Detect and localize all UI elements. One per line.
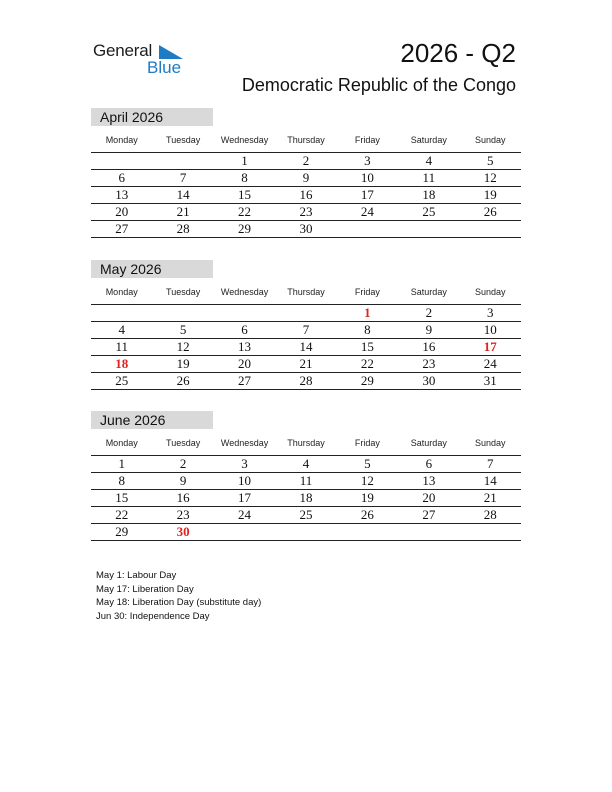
day-cell: 8 [364, 322, 371, 337]
day-cell: 24 [238, 507, 252, 522]
day-cell: 31 [483, 373, 497, 388]
week-row [91, 373, 521, 390]
logo-blue-text: Blue [147, 58, 182, 77]
day-cell [275, 524, 336, 540]
day-cell: 11 [115, 339, 128, 354]
day-cell: 29 [238, 221, 252, 236]
day-cell: 20 [422, 490, 436, 505]
weekday-header [91, 436, 521, 456]
day-cell: 9 [302, 170, 310, 185]
holiday-notes [96, 569, 261, 623]
day-cell: 14 [483, 473, 497, 488]
week-row [91, 170, 521, 187]
day-cell: 16 [299, 187, 313, 202]
day-cell: 6 [118, 170, 125, 185]
day-cell: 16 [422, 339, 436, 354]
day-cell: 20 [238, 356, 252, 371]
day-cell: 5 [364, 456, 371, 471]
week-row [91, 305, 521, 322]
day-cell [460, 221, 521, 237]
day-cell [214, 524, 275, 540]
day-cell: 6 [425, 456, 433, 471]
day-cell: 29 [360, 373, 374, 388]
day-cell: 26 [483, 204, 497, 219]
day-cell [398, 524, 459, 540]
day-cell: 26 [360, 507, 374, 522]
weekday-label: Sunday [474, 287, 506, 297]
day-cell: 12 [176, 339, 190, 354]
week-row [91, 490, 521, 507]
day-cell: 18 [299, 490, 313, 505]
day-cell: 12 [483, 170, 497, 185]
holiday-day-cell: 1 [364, 305, 371, 320]
week-row [91, 524, 521, 541]
holiday-note: May 18: Liberation Day (substitute day) [96, 597, 262, 608]
day-cell: 13 [115, 187, 129, 202]
day-cell [337, 524, 398, 540]
day-cell: 30 [299, 221, 313, 236]
day-cell [152, 305, 213, 321]
day-cell: 23 [422, 356, 436, 371]
weekday-label: Tuesday [166, 438, 201, 448]
day-cell: 14 [299, 339, 313, 354]
day-cell: 26 [176, 373, 190, 388]
weekday-label: Monday [105, 287, 138, 297]
weekday-header [91, 285, 521, 305]
week-row [91, 356, 521, 373]
day-cell: 7 [486, 456, 494, 471]
week-row [91, 473, 521, 490]
day-cell: 11 [299, 473, 313, 488]
weekday-label: Tuesday [166, 287, 201, 297]
day-cell: 5 [486, 153, 494, 168]
day-cell [337, 221, 398, 237]
day-cell: 5 [179, 322, 187, 337]
day-cell [152, 153, 213, 169]
weekday-label: Wednesday [220, 135, 269, 145]
weekday-label: Monday [105, 135, 138, 145]
day-cell [398, 221, 459, 237]
weekday-label: Saturday [410, 135, 447, 145]
day-cell: 28 [483, 507, 497, 522]
weekday-header [91, 133, 521, 153]
day-cell: 10 [360, 170, 374, 185]
day-cell: 13 [238, 339, 252, 354]
week-row [91, 153, 521, 170]
day-cell: 9 [179, 473, 187, 488]
logo-general-text: General [93, 41, 153, 60]
day-cell: 30 [422, 373, 436, 388]
weekday-label: Friday [354, 287, 380, 297]
day-cell: 14 [176, 187, 190, 202]
day-cell: 11 [422, 170, 436, 185]
weekday-label: Thursday [287, 287, 325, 297]
weekday-label: Tuesday [166, 135, 201, 145]
month-label: April 2026 [91, 108, 213, 126]
day-cell [214, 305, 275, 321]
day-cell: 29 [115, 524, 129, 539]
weekday-label: Friday [354, 438, 380, 448]
holiday-note: Jun 30: Independence Day [96, 610, 210, 622]
week-row [91, 204, 521, 221]
holiday-note: May 1: Labour Day [96, 570, 177, 581]
day-cell: 2 [425, 305, 433, 320]
day-cell: 21 [176, 204, 190, 219]
day-cell: 19 [360, 490, 374, 505]
day-cell: 6 [241, 322, 248, 337]
holiday-day-cell: 18 [115, 356, 129, 371]
day-cell: 24 [360, 204, 374, 219]
day-cell: 25 [422, 204, 436, 219]
day-cell: 27 [422, 507, 436, 522]
weekday-label: Thursday [287, 438, 325, 448]
day-cell: 4 [118, 322, 125, 337]
day-cell: 12 [360, 473, 374, 488]
day-cell: 15 [238, 187, 252, 202]
day-cell: 10 [238, 473, 252, 488]
month-june [91, 411, 521, 541]
weekday-label: Saturday [410, 287, 447, 297]
week-row [91, 456, 521, 473]
week-row [91, 187, 521, 204]
day-cell: 18 [422, 187, 436, 202]
weekday-label: Wednesday [220, 287, 269, 297]
weekday-label: Friday [354, 135, 380, 145]
day-cell [460, 524, 521, 540]
month-april [91, 108, 521, 238]
page-title: 2026 - Q2 [400, 38, 516, 68]
day-cell: 28 [299, 373, 313, 388]
day-cell: 9 [425, 322, 433, 337]
day-cell: 17 [238, 490, 252, 505]
day-cell: 21 [299, 356, 313, 371]
month-may [91, 260, 521, 390]
weekday-label: Thursday [287, 135, 325, 145]
day-cell: 25 [115, 373, 129, 388]
logo [93, 41, 193, 81]
day-cell: 15 [115, 490, 129, 505]
day-cell: 1 [118, 456, 125, 471]
day-cell: 23 [176, 507, 190, 522]
holiday-note: May 17: Liberation Day [96, 583, 194, 595]
day-cell: 16 [176, 490, 190, 505]
day-cell: 3 [364, 153, 371, 168]
day-cell: 25 [299, 507, 313, 522]
day-cell: 13 [422, 473, 436, 488]
day-cell: 20 [115, 204, 129, 219]
weekday-label: Wednesday [220, 438, 269, 448]
day-cell: 4 [425, 153, 433, 168]
day-cell: 19 [483, 187, 497, 202]
day-cell: 19 [176, 356, 190, 371]
month-label: May 2026 [91, 260, 213, 278]
day-cell: 27 [115, 221, 129, 236]
day-cell [275, 305, 336, 321]
weekday-label: Monday [105, 438, 138, 448]
day-cell: 24 [483, 356, 497, 371]
week-row [91, 322, 521, 339]
day-cell: 22 [238, 204, 252, 219]
day-cell: 22 [360, 356, 374, 371]
logo-triangle-icon [159, 45, 183, 59]
day-cell: 2 [302, 153, 310, 168]
day-cell: 2 [179, 456, 187, 471]
day-cell: 22 [115, 507, 129, 522]
day-cell: 27 [238, 373, 252, 388]
day-cell [91, 153, 152, 169]
day-cell: 4 [302, 456, 310, 471]
week-row [91, 221, 521, 238]
weekday-label: Sunday [474, 438, 506, 448]
day-cell: 7 [179, 170, 187, 185]
day-cell: 8 [241, 170, 248, 185]
day-cell: 1 [241, 153, 248, 168]
day-cell: 17 [360, 187, 374, 202]
holiday-day-cell: 17 [483, 339, 497, 354]
day-cell: 28 [176, 221, 190, 236]
holiday-day-cell: 30 [176, 524, 190, 539]
day-cell [91, 305, 152, 321]
country-name: Democratic Republic of the Congo [241, 75, 516, 95]
weekday-label: Saturday [410, 438, 447, 448]
day-cell: 23 [299, 204, 313, 219]
day-cell: 21 [483, 490, 497, 505]
day-cell: 3 [241, 456, 248, 471]
day-cell: 3 [486, 305, 494, 320]
week-row [91, 339, 521, 356]
month-label: June 2026 [91, 411, 213, 429]
week-row [91, 507, 521, 524]
day-cell: 15 [360, 339, 374, 354]
day-cell: 8 [118, 473, 125, 488]
day-cell: 10 [483, 322, 497, 337]
weekday-label: Sunday [474, 135, 506, 145]
day-cell: 7 [302, 322, 310, 337]
